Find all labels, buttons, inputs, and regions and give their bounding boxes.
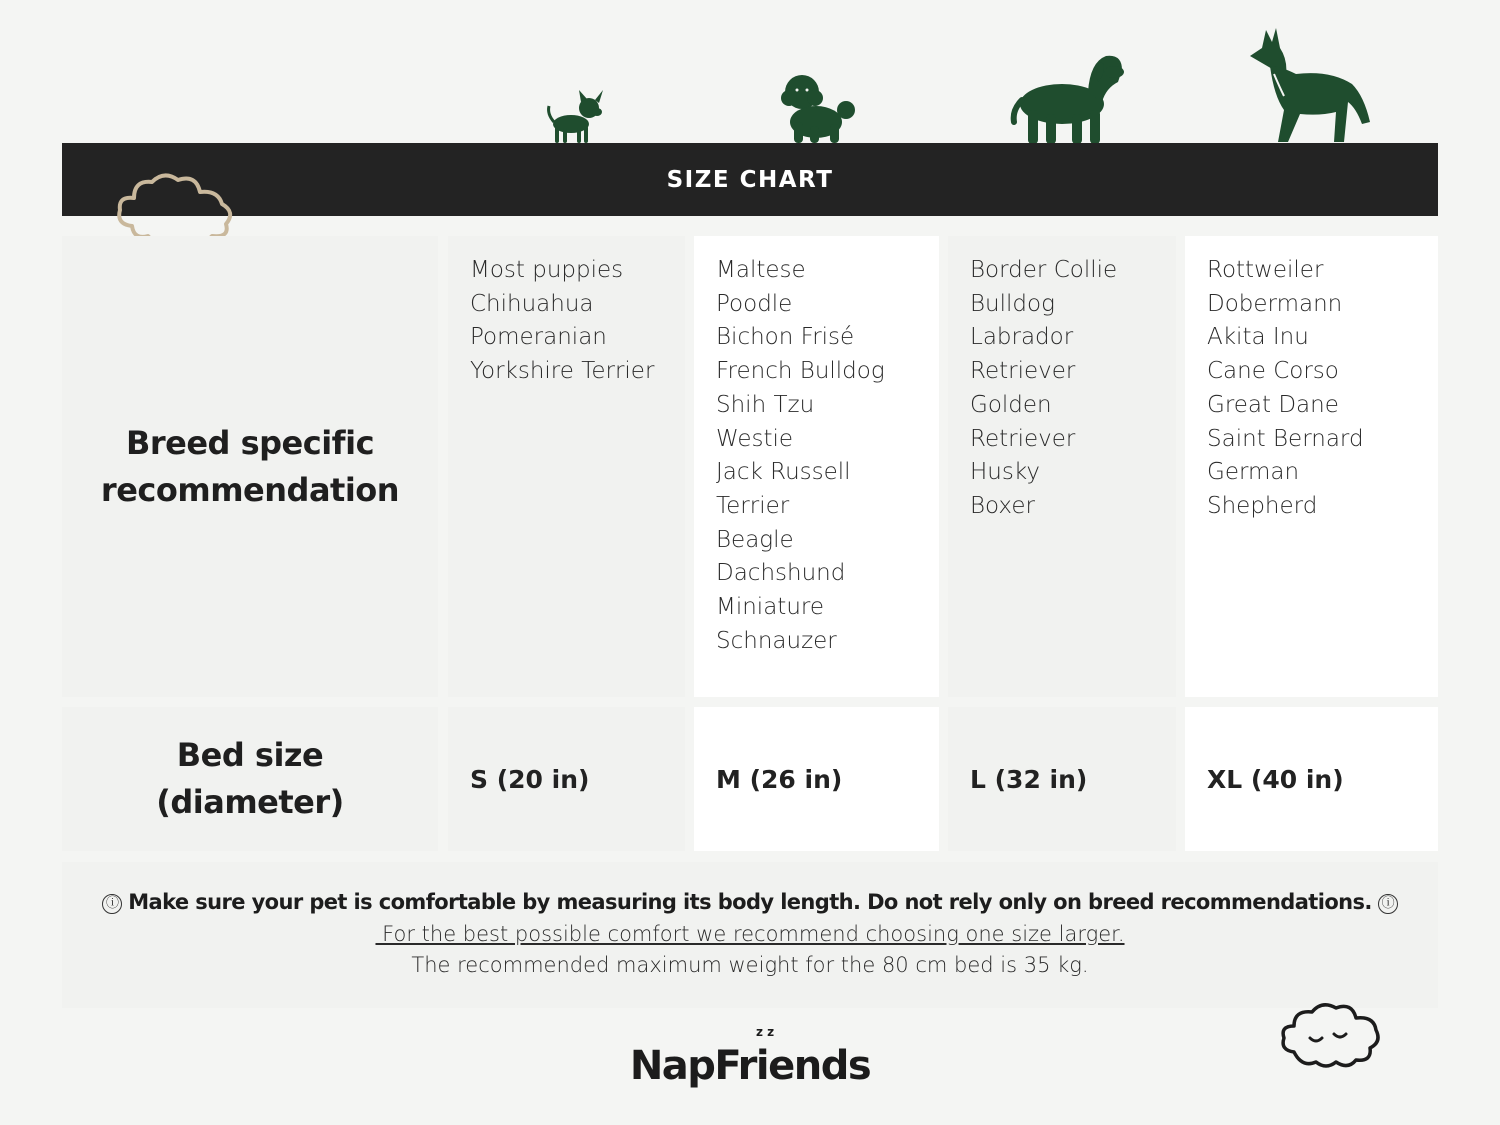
list-item: Husky — [970, 459, 1040, 486]
breed-list-xl — [1207, 254, 1438, 524]
sleep-zz-icon: z z — [756, 1025, 775, 1039]
breed-column-l — [948, 236, 1176, 697]
size-row-label — [62, 707, 438, 851]
list-item: Great Dane — [1207, 391, 1339, 418]
list-item: Chihuahua — [470, 290, 594, 317]
list-item: Border Collie — [970, 257, 1118, 283]
breed-list-s — [470, 254, 685, 389]
list-item: Poodle — [716, 290, 793, 317]
list-item: Beagle — [716, 526, 794, 553]
breed-column-m — [694, 236, 939, 697]
size-value: S (20 in) — [470, 764, 590, 794]
sleeping-cloud-icon — [1278, 1000, 1382, 1074]
german-shepherd-silhouette-icon — [1240, 26, 1376, 144]
size-cell-m — [694, 707, 939, 851]
list-item: Miniature — [716, 594, 824, 621]
size-cell-s — [448, 707, 685, 851]
banner-title: SIZE CHART — [666, 166, 834, 193]
list-item: Shih Tzu — [716, 391, 815, 418]
breed-row-label-text: Breed specific recommendation — [100, 423, 400, 509]
size-chart-banner — [62, 143, 1438, 216]
labrador-silhouette-icon — [1010, 52, 1130, 146]
list-item: Retriever — [970, 425, 1076, 452]
breed-list-m — [716, 254, 939, 658]
size-value: M (26 in) — [716, 764, 843, 794]
chihuahua-silhouette-icon — [545, 88, 605, 144]
info-icon: ⓘ — [1378, 894, 1398, 914]
list-item: German — [1207, 459, 1300, 486]
list-item: Bulldog — [970, 290, 1055, 317]
napfriends-logo — [620, 1025, 880, 1096]
list-item: Terrier — [716, 492, 790, 519]
size-row-label-text: Bed size (diameter) — [156, 736, 344, 821]
list-item: Pomeranian — [470, 324, 607, 351]
size-value: XL (40 in) — [1207, 764, 1344, 794]
list-item: Rottweiler — [1207, 257, 1324, 283]
list-item: Boxer — [970, 492, 1035, 519]
measure-note — [62, 890, 1438, 914]
size-cell-xl — [1185, 707, 1438, 851]
poodle-silhouette-icon — [780, 72, 858, 144]
list-item: Dobermann — [1207, 290, 1343, 317]
list-item: Jack Russell — [716, 459, 851, 486]
list-item: Saint Bernard — [1207, 425, 1364, 452]
list-item: Dachshund — [716, 560, 846, 587]
list-item: Bichon Frisé — [716, 324, 855, 351]
measure-note-text: Make sure your pet is comfortable by measuring its body length. Do not rely only on breed recommendations. — [128, 890, 1372, 914]
breed-column-s — [448, 236, 685, 697]
size-larger-note: For the best possible comfort we recommend choosing one size larger. — [375, 922, 1125, 946]
breed-row-label — [62, 236, 438, 697]
list-item: Golden — [970, 391, 1052, 418]
list-item: French Bulldog — [716, 358, 885, 385]
list-item: Shepherd — [1207, 492, 1318, 519]
list-item: Yorkshire Terrier — [470, 358, 655, 385]
list-item: Most puppies — [470, 257, 624, 283]
list-item: Maltese — [716, 257, 806, 283]
max-weight-note: The recommended maximum weight for the 80 cm bed is 35 kg. — [411, 953, 1089, 977]
breed-column-xl — [1185, 236, 1438, 697]
breed-list-l — [970, 254, 1176, 524]
list-item: Cane Corso — [1207, 358, 1339, 385]
info-icon: ⓘ — [102, 894, 122, 914]
list-item: Retriever — [970, 358, 1076, 385]
logo-text: NapFriends — [629, 1043, 871, 1089]
list-item: Westie — [716, 425, 794, 452]
list-item: Schnauzer — [716, 627, 837, 654]
list-item: Labrador — [970, 324, 1074, 351]
size-value: L (32 in) — [970, 764, 1088, 794]
list-item: Akita Inu — [1207, 324, 1309, 351]
size-cell-l — [948, 707, 1176, 851]
notes-panel — [62, 862, 1438, 1008]
